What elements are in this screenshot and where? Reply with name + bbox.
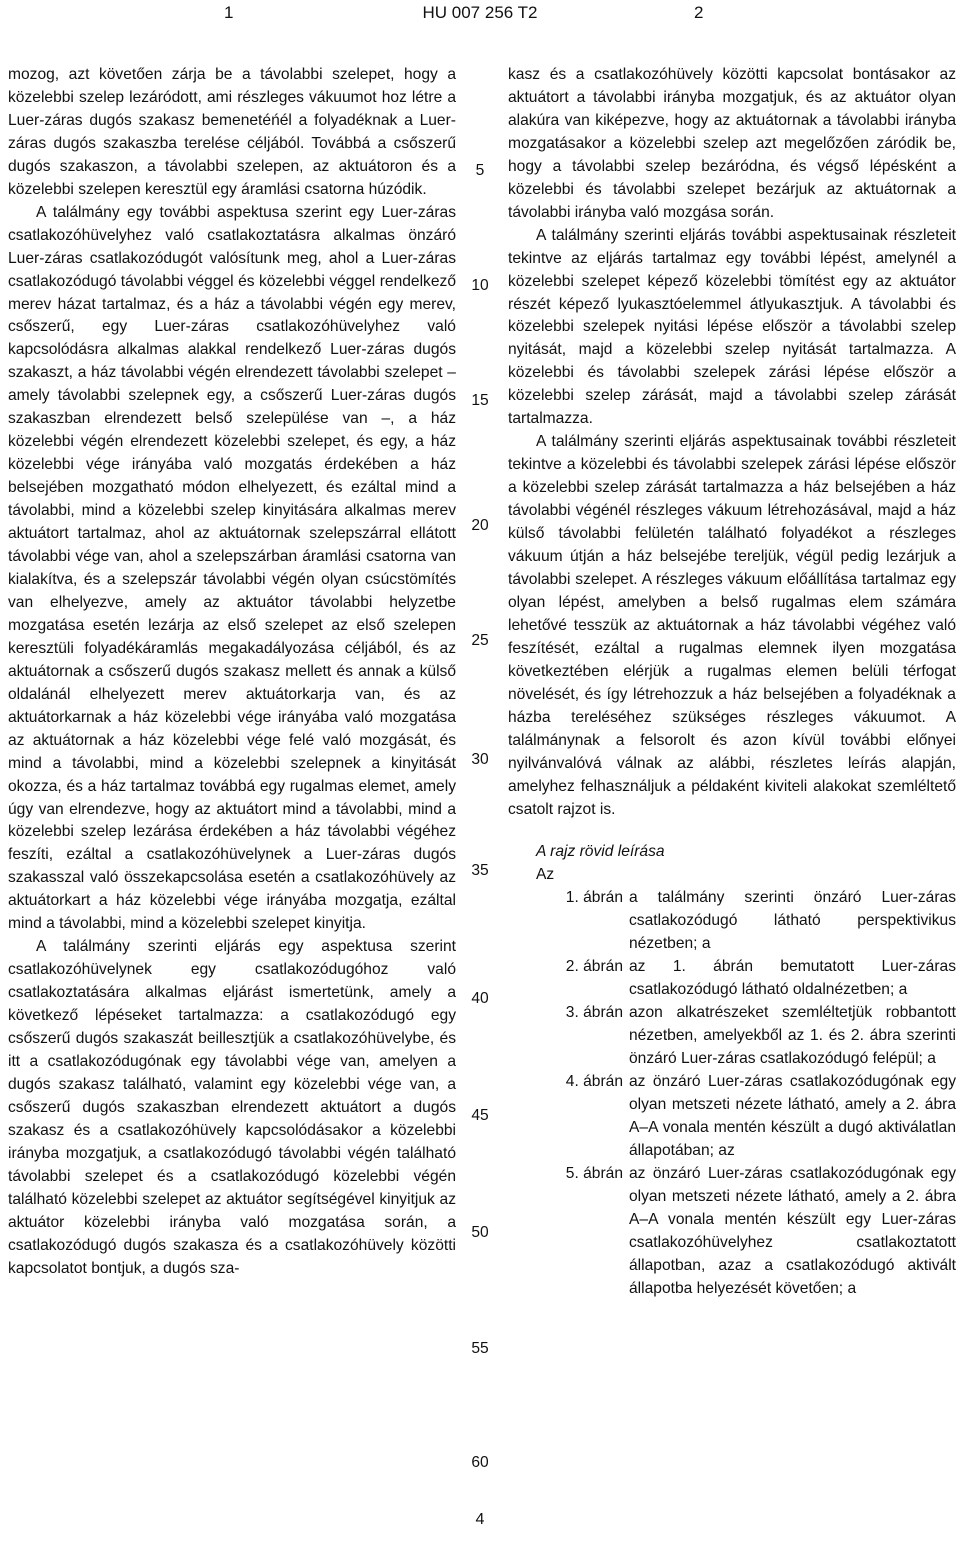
- line-number: 10: [471, 277, 489, 294]
- page-number: 4: [475, 1511, 485, 1528]
- document-id: HU 007 256 T2: [422, 3, 538, 22]
- figure-list-intro: Az: [536, 866, 555, 884]
- section-title: A rajz rövid leírása: [536, 843, 665, 861]
- figure-description: azon alkatrészeket szemléltetjük robbantott nézetben, amelyekből az 1. és 2. ábra szerinti önzáró Luer-záras csatlakozódugó felépül; a: [629, 1004, 956, 1068]
- right-page-number: 2: [694, 3, 704, 22]
- figure-item: [508, 1163, 956, 1301]
- line-number: 15: [471, 392, 489, 409]
- left-page-number: 1: [224, 3, 234, 22]
- figure-item: [508, 956, 956, 1002]
- line-number: 5: [475, 162, 485, 179]
- figure-label: 5. ábrán: [565, 1164, 623, 1182]
- figure-description: az önzáró Luer-záras csatlakozódugónak egy olyan metszeti nézete látható, amely a 2. ábra A–A vonala mentén készült a dugó aktiválatlan állapotában; az: [629, 1072, 956, 1159]
- figure-label: 4. ábrán: [565, 1072, 623, 1090]
- figure-item: [508, 1002, 956, 1071]
- figure-item: [508, 887, 956, 956]
- paragraph: mozog, azt követően zárja be a távolabbi szelepet, hogy a közelebbi szelep lezáródott, ami részleges vákuumot hoz létre a Luer-záras dugós szakasz bemenetéńél a folyadéknak a Luer-záras dugós szakaszba terelése céljából. Továbbá a csőszerű dugós szakaszon, a távolabbi szelepen, az aktuátoron és a közelebbi szelepen keresztül egy áramlási csatorna húzódik.: [8, 66, 456, 198]
- line-number: 40: [471, 990, 489, 1007]
- paragraph: A találmány szerinti eljárás további aspektusainak részleteit tekintve az eljárás tartalmaz egy további lépést, amelynél a közelebbi szelepet képező közelebbi tömítést egy az aktuátor részét képező lyukasztóelemmel átlyukasztjuk. A távolabbi és közelebbi szelepek nyitási lépése először a távolabbi szelep nyitását, majd a közelebbi szelep nyitását tartalmazza. A közelebbi és távolabbi szelepek zárási lépése először a közelebbi szelep zárását, majd a távolabbi szelep zárását tartalmazza.: [508, 226, 956, 428]
- paragraph: A találmány szerinti eljárás egy aspektusa szerint csatlakozóhüvelynek egy csatlakozódugóhoz való csatlakoztatására alkalmas eljárást ismertetünk, amely a következő lépéseket tartalmazza: a csatlakozódugó egy csőszerű dugós szakaszát beillesztjük a csatlakozóhüvelybe, és itt a csatlakozódugónak egy távolabbi vége van, amelyen a dugós szakasz található, valamint egy közelebbi vége van, a csőszerű dugós szakaszban elrendezett aktuátort a dugós szakasz és a csatlakozóhüvely kapcsolódásakor a közelebbi irányba mozgatjuk, a csatlakozódugó távolabbi végén található távolabbi szelepet és a csatlakozódugó közelebbi végén található közelebbi szelepet az aktuátor segítségével kinyitjuk az aktuátor közelebbi irányba való mozgatása során, a csatlakozódugó dugós szakasza és a csatlakozóhüvely közötti kapcsolatot bontjuk, a dugós sza-: [8, 938, 456, 1277]
- line-number: 45: [471, 1107, 489, 1124]
- figure-description: a találmány szerinti önzáró Luer-záras csatlakozódugó látható perspektivikus nézetben; a: [629, 889, 956, 953]
- line-number: 60: [471, 1454, 489, 1471]
- left-column: [8, 64, 456, 1281]
- figure-description: az önzáró Luer-záras csatlakozódugónak egy olyan metszeti nézete látható, amely a 2. ábra A–A vonala mentén készült egy Luer-záras csatlakozóhüvelyhez csatlakoztatott állapotban, azaz a csatlakozódugó aktivált állapotba helyezését követően; a: [629, 1164, 956, 1297]
- paragraph: A találmány egy további aspektusa szerint egy Luer-záras csatlakozóhüvelyhez való csatlakoztatásra alkalmas önzáró Luer-záras csatlakozódugót valósítunk meg, ahol a Luer-záras csatlakozódugó távolabbi véggel és közelebbi véggel rendelkező merev házat tartalmaz, és a ház a távolabbi végén egy merev, csőszerű, egy Luer-záras csatlakozóhüvelyhez való kapcsolódásra alkalmas alakkal rendelkező Luer-záras dugós szakaszt, a ház távolabbi végén elrendezett távolabbi szelepet – amely távolabbi szelepnek egy, a csőszerű Luer-záras dugós szakaszban elrendezett belső szelepülése van –, a ház közelebbi végén elrendezett közelebbi szelepet, és egy, a ház közelebbi vége irányába való mozgatás érdekében a ház belsejében mozgatható módon elhelyezett, és ezáltal mind a távolabbi, mind a közelebbi szelep kinyitására alkalmas merev aktuátort tartalmaz, ahol az aktuátornak szelepszárral ellátott távolabbi vége van, ahol a szelepszárban áramlási csatorna van kialakítva, és a szelepszár távolabbi végén olyan csúcstömítés van elhelyezve, amely az aktuátor távolabbi helyzetbe mozgatása esetén lezárja az első szelepet az első szelepen keresztüli folyadékáramlás megakadályozása céljából, és az aktuátornak a csőszerű dugós szakasz mellett és annak a külső oldalánál elhelyezett merev aktuátorkarja van, és az aktuátorkarnak a ház közelebbi vége irányába való mozgatása az aktuátornak a ház közelebbi vége felé való mozgását, és mind a távolabbi, mind a közelebbi szelepnek a kinyitását okozza, és a ház tartalmaz továbbá egy rugalmas elemet, amely úgy van elrendezve, hogy az aktuátort mind a távolabbi, mind a közelebbi szelep lezárása érdekében a ház távolabbi végéhez feszíti, ezáltal a csatlakozóhüvelynek a Luer-záras dugós szakasszal való összekapcsolása esetén a csatlakozóhüvely az aktuátorkart a ház közelebbi vége irányába mozgatja, ezáltal mind a távolabbi, mind a közelebbi szelepet kinyitja.: [8, 203, 456, 933]
- paragraph: kasz és a csatlakozóhüvely közötti kapcsolat bontásakor az aktuátort a távolabbi irányba mozgatjuk, és az aktuátor olyan alakúra van kiképezve, hogy az aktuátornak a távolabbi irányba mozgatásakor a közelebbi szelep azt megelőzően záródik be, hogy a távolabbi szelep bezáródna, és végső lépésként a közelebbi és távolabbi szelepet bezárjuk az aktuátornak a távolabbi irányba való mozgása során.: [508, 66, 956, 221]
- right-column: [508, 64, 956, 1301]
- line-number: 35: [471, 862, 489, 879]
- figure-label: 1. ábrán: [565, 889, 623, 907]
- figure-item: [508, 1071, 956, 1163]
- figure-label: 3. ábrán: [565, 1004, 623, 1022]
- line-number: 55: [471, 1340, 489, 1357]
- line-number: 25: [471, 632, 489, 649]
- paragraph: A találmány szerinti eljárás aspektusainak további részleteit tekintve a közelebbi és távolabbi szelepek zárási lépése először a közelebbi szelep zárását tartalmazza a ház belsejében a ház távolabbi végénél részleges vákuum létrehozásával, majd a ház külső távolabbi felületén található folyadékot a részleges vákuum útján a ház belsejébe tereljük, végül pedig lezárjuk a távolabbi szelepet. A részleges vákuum előállítása tartalmaz egy olyan lépést, amelyben a belső rugalmas elem számára lehetővé tesszük az aktuátornak a ház távolabbi végéhez való feszítését, ezáltal a rugalmas elemnek ilyen mozgatása következtében elérjük a rugalmas elemen belüli térfogat növelését, és így létrehozzuk a ház belsejében a folyadéknak a házba tereléséhez szükséges részleges vákuumot. A találmánynak a felsorolt és azon kívül további előnyei nyilvánvalóvá válnak az alábbi, részletes leírás alapján, amelyhez felhasználjuk a példaként kiviteli alakokat szemléltető csatolt rajzot is.: [508, 433, 956, 818]
- line-number: 20: [471, 517, 489, 534]
- line-number: 50: [471, 1224, 489, 1241]
- line-number: 30: [471, 751, 489, 768]
- figure-description: az 1. ábrán bemutatott Luer-záras csatlakozódugó látható oldalnézetben; a: [629, 958, 956, 999]
- figure-label: 2. ábrán: [565, 958, 623, 976]
